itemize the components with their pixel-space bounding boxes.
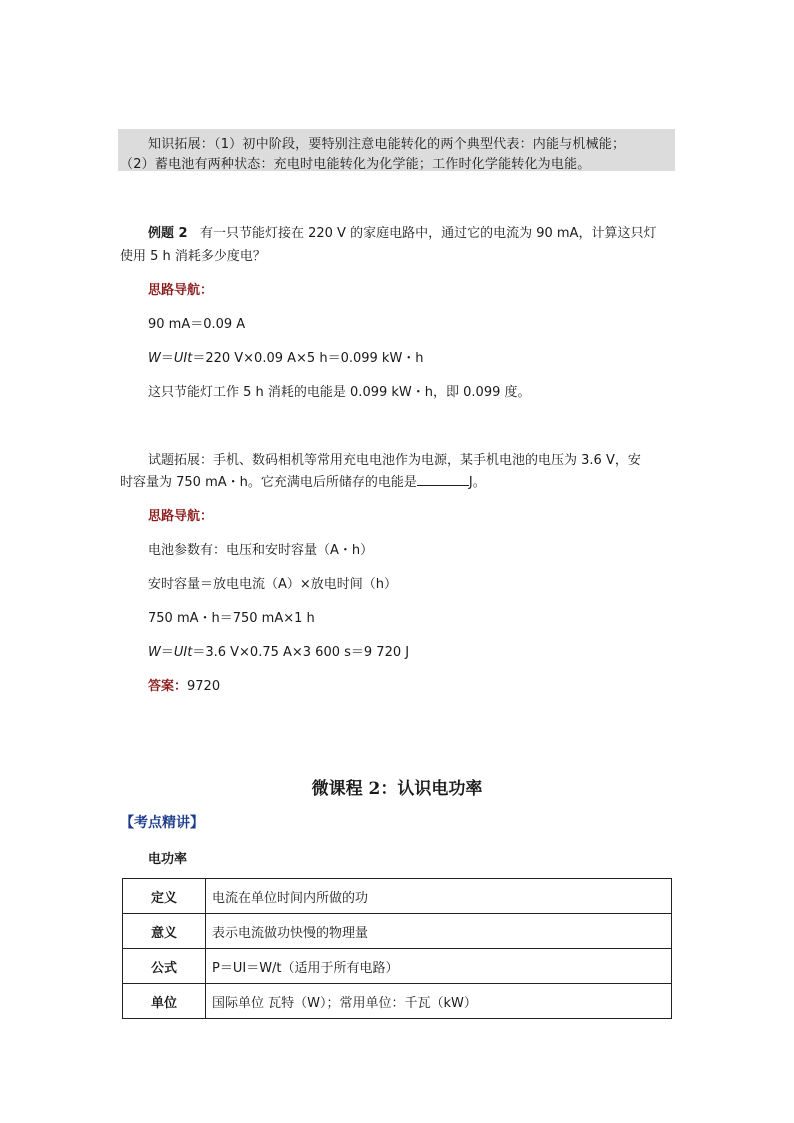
knowledge-extension-box <box>118 129 675 171</box>
example-2-line-1 <box>148 222 656 241</box>
example-step-3: 这只节能灯工作 5 h 消耗的电能是 0.099 kW・h，即 0.099 度。 <box>148 385 531 400</box>
practice-line-1: 试题拓展：手机、数码相机等常用充电电池作为电源，某手机电池的电压为 3.6 V，安 <box>148 453 641 468</box>
var-w-2: W <box>148 645 161 660</box>
table-row <box>123 914 672 949</box>
section-tag: 【考点精讲】 <box>120 815 204 831</box>
subtitle: 电功率 <box>148 852 188 867</box>
example-2-line-2: 使用 5 h 消耗多少度电？ <box>120 249 266 264</box>
equals-sign-2: ＝ <box>160 645 174 660</box>
table-row <box>123 879 672 914</box>
table-key: 意义 <box>123 914 206 949</box>
equals-sign: ＝ <box>160 351 174 366</box>
extension-line-2: （2）蓄电池有两种状态：充电时电能转化为化学能；工作时化学能转化为电能。 <box>120 157 591 172</box>
example-step-1: 90 mA＝0.09 A <box>148 317 246 332</box>
practice-guide-label: 思路导航： <box>148 509 214 524</box>
table-row <box>123 984 672 1019</box>
example-guide-label: 思路导航： <box>148 283 214 298</box>
var-uit-2: UIt <box>173 645 193 660</box>
table-value: 国际单位 瓦特（W）；常用单位：千瓦（kW） <box>206 984 672 1019</box>
step-4-rest: ＝3.6 V×0.75 A×3 600 s＝9 720 J <box>192 645 410 660</box>
extension-line-1: 知识拓展：（1）初中阶段，要特别注意电能转化的两个典型代表：内能与机械能； <box>148 137 626 152</box>
step-2-rest: ＝220 V×0.09 A×5 h＝0.099 kW・h <box>192 351 424 366</box>
table-value: 表示电流做功快慢的物理量 <box>206 914 672 949</box>
answer-line <box>148 675 220 694</box>
table-value: 电流在单位时间内所做的功 <box>206 879 672 914</box>
answer-label: 答案： <box>148 679 188 694</box>
practice-step-2: 安时容量＝放电电流（A）×放电时间（h） <box>148 577 398 592</box>
var-w: W <box>148 351 161 366</box>
example-label: 例题 2 <box>148 226 188 241</box>
practice-line-2a: 时容量为 750 mA・h。它充满电后所储存的电能是 <box>120 475 417 490</box>
practice-step-1: 电池参数有：电压和安时容量（A・h） <box>148 543 374 558</box>
table-value: P＝UI＝W/t（适用于所有电路） <box>206 949 672 984</box>
practice-line-2b: J。 <box>468 475 486 490</box>
example-step-2 <box>148 347 424 366</box>
practice-step-4 <box>148 641 409 660</box>
definition-table <box>122 878 672 1019</box>
table-key: 单位 <box>123 984 206 1019</box>
answer-value: 9720 <box>187 679 221 694</box>
practice-step-3: 750 mA・h＝750 mA×1 h <box>148 611 315 626</box>
table-key: 定义 <box>123 879 206 914</box>
table-key: 公式 <box>123 949 206 984</box>
var-uit: UIt <box>173 351 193 366</box>
table-row <box>123 949 672 984</box>
answer-blank <box>417 473 469 486</box>
practice-line-2 <box>120 471 486 490</box>
example-question-1: 有一只节能灯接在 220 V 的家庭电路中，通过它的电流为 90 mA，计算这只灯 <box>199 226 657 241</box>
course-title: 微课程 2：认识电功率 <box>311 779 483 799</box>
